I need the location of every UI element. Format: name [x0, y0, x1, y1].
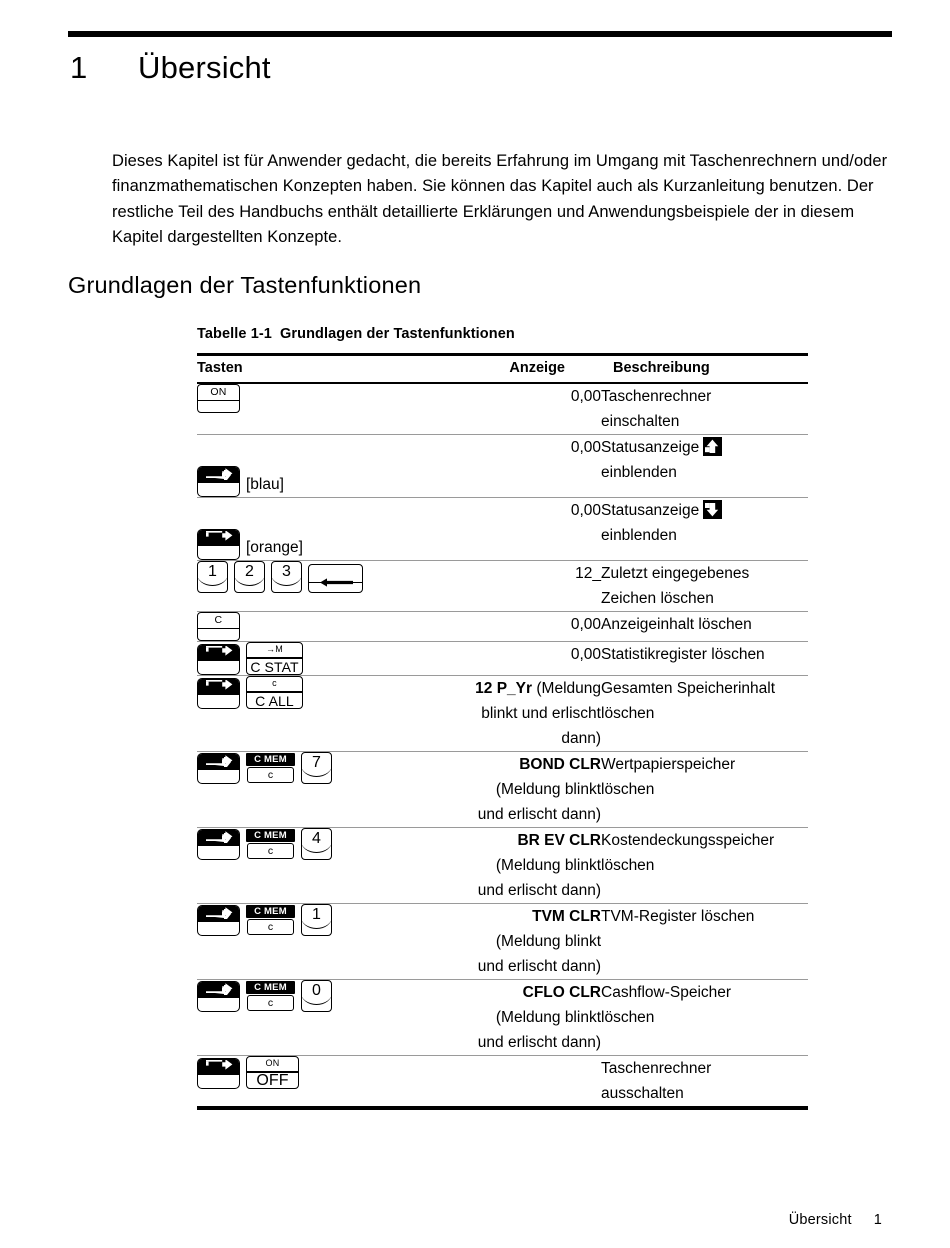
key-sequence — [197, 642, 467, 675]
chapter-number: 1 — [70, 50, 88, 85]
description-line: Statusanzeige — [601, 435, 808, 460]
calculator-key-digit-1 — [301, 904, 332, 936]
key-label: C — [214, 614, 223, 626]
cell-description — [601, 612, 808, 642]
table-caption-title: Grundlagen der Tastenfunktionen — [279, 326, 515, 342]
table-row — [197, 498, 808, 561]
calculator-key-digit-2 — [234, 561, 265, 593]
table-row — [197, 752, 808, 828]
key-label: C ALL — [255, 693, 294, 709]
calculator-key-digit-0 — [301, 980, 332, 1012]
description-line: einblenden — [601, 527, 677, 544]
cell-display — [467, 498, 601, 561]
intro-paragraph: Dieses Kapitel ist für Anwender gedacht, die bereits Erfahrung im Umgang mit Taschenrechnern und/oder finanzmathematischen Konzepten haben. Sie können das Kapitel auch als Kurzanleitung benutzen. Der restliche Teil des Handbuchs enthält detaillierte Erklärungen und Anwendungsbeispiele der in diesem Kapitel dargestellten Konzepte. — [112, 151, 888, 246]
key-sequence — [197, 1056, 467, 1089]
description-line: Gesamten Speicherinhalt — [601, 680, 776, 697]
shift-key-bar — [198, 1059, 239, 1075]
description-line: Taschenrechner — [601, 388, 712, 405]
shift-key-bar — [198, 467, 239, 483]
key-arc-divider — [301, 765, 332, 777]
calculator-key-shift-down — [197, 1058, 240, 1089]
description-line: Anzeigeinhalt löschen — [601, 616, 752, 633]
status-indicator-up-icon — [704, 438, 721, 455]
key-functions-table-wrapper — [197, 353, 808, 1110]
description-line: löschen — [601, 857, 655, 874]
shift-up-arrow-icon — [206, 468, 233, 482]
cell-description — [601, 676, 808, 752]
table-header-row — [197, 355, 808, 384]
table-caption-label: Tabelle 1-1 — [197, 326, 272, 342]
chapter-heading — [70, 50, 870, 86]
calculator-key-shift-down — [197, 644, 240, 675]
description-line: Taschenrechner — [601, 1060, 712, 1077]
key-sequence — [197, 384, 467, 413]
key-arc-divider — [301, 917, 332, 929]
description-line: einschalten — [601, 413, 680, 430]
description-line: löschen — [601, 781, 655, 798]
footer-page-number: 1 — [873, 1212, 882, 1228]
shift-up-arrow-icon — [206, 983, 233, 997]
key-label: C STAT — [250, 659, 299, 675]
shift-down-arrow-icon — [206, 680, 233, 694]
calculator-key-c-mem — [246, 905, 295, 936]
cell-description — [601, 561, 808, 612]
description-line: einblenden — [601, 464, 677, 481]
table-row — [197, 828, 808, 904]
cell-description — [601, 1056, 808, 1109]
key-label: 4 — [312, 830, 321, 847]
table-row — [197, 676, 808, 752]
cell-display — [467, 435, 601, 498]
key-shifted-label: C MEM — [246, 905, 295, 918]
cell-keys — [197, 435, 467, 498]
key-label: c — [247, 919, 294, 935]
key-arc-divider — [197, 574, 228, 586]
display-note: (Meldung blinkt und erlischt dann) — [477, 781, 601, 823]
key-label: 7 — [312, 754, 321, 771]
calculator-key-digit-7 — [301, 752, 332, 784]
description-line: Zuletzt eingegebenes — [601, 565, 750, 582]
display-note: (Meldung blinkt und erlischt dann) — [481, 680, 601, 747]
key-sequence — [197, 904, 467, 936]
calculator-key-shift-up — [197, 981, 240, 1012]
cell-description — [601, 904, 808, 980]
calculator-key-shift-up — [197, 466, 240, 497]
table-row — [197, 612, 808, 642]
table-row — [197, 383, 808, 435]
table-row — [197, 1056, 808, 1109]
display-value: 0,00 — [570, 646, 601, 663]
cell-description — [601, 980, 808, 1056]
description-line: Statusanzeige — [601, 498, 808, 523]
shift-down-arrow-icon — [206, 531, 233, 545]
display-value: 0,00 — [570, 502, 601, 519]
cell-description — [601, 642, 808, 676]
calculator-key-shift-up — [197, 905, 240, 936]
calculator-key-c — [197, 612, 240, 641]
footer-chapter-name: Übersicht — [788, 1212, 852, 1228]
status-indicator-up-icon — [703, 437, 722, 456]
column-header-description: Beschreibung — [601, 355, 808, 384]
description-line: Zeichen löschen — [601, 590, 714, 607]
cell-keys — [197, 828, 467, 904]
cell-description — [601, 435, 808, 498]
description-line: löschen — [601, 1009, 655, 1026]
shift-up-arrow-icon — [206, 907, 233, 921]
display-value: 12 P_Yr — [475, 680, 533, 697]
table-row — [197, 980, 808, 1056]
cell-description — [601, 498, 808, 561]
display-value: BR EV CLR — [517, 832, 601, 849]
calculator-key-shift-up — [197, 829, 240, 860]
cell-keys — [197, 904, 467, 980]
table-caption — [197, 326, 515, 342]
description-line: Wertpapierspeicher — [601, 756, 736, 773]
key-sequence — [197, 498, 467, 560]
calculator-key-on — [197, 384, 240, 413]
calculator-key-c-mem — [246, 753, 295, 784]
cell-display — [467, 642, 601, 676]
cell-keys — [197, 752, 467, 828]
calculator-key-digit-4 — [301, 828, 332, 860]
table-row — [197, 435, 808, 498]
cell-display — [467, 383, 601, 435]
calculator-key-backspace — [308, 564, 363, 593]
shift-up-arrow-icon — [206, 755, 233, 769]
cell-keys — [197, 561, 467, 612]
description-line: löschen — [601, 705, 655, 722]
column-header-display: Anzeige — [467, 355, 601, 384]
key-sequence — [197, 561, 467, 593]
description-line: Kostendeckungsspeicher — [601, 832, 775, 849]
cell-display — [467, 980, 601, 1056]
display-value: 0,00 — [570, 439, 601, 456]
display-note: (Meldung blinkt und erlischt dann) — [477, 933, 601, 975]
chapter-title: Übersicht — [138, 50, 271, 85]
key-shifted-label: C MEM — [246, 981, 295, 994]
key-arc-divider — [301, 841, 332, 853]
key-label: c — [247, 767, 294, 783]
cell-keys — [197, 980, 467, 1056]
key-label: 1 — [208, 563, 217, 580]
key-shifted-label: C MEM — [246, 753, 295, 766]
key-shifted-label: ON — [265, 1058, 280, 1068]
key-label: 3 — [282, 563, 291, 580]
backspace-arrow-icon — [320, 570, 353, 579]
key-color-annotation: [orange] — [246, 539, 303, 556]
shift-key-bar — [198, 754, 239, 770]
table-row — [197, 904, 808, 980]
calculator-key-c-mem — [246, 981, 295, 1012]
key-label: c — [247, 995, 294, 1011]
cell-display — [467, 676, 601, 752]
cell-display — [467, 828, 601, 904]
cell-keys — [197, 676, 467, 752]
key-sequence — [197, 752, 467, 784]
shift-down-arrow-icon — [206, 646, 233, 660]
key-sequence — [197, 435, 467, 497]
cell-keys — [197, 642, 467, 676]
cell-display — [467, 612, 601, 642]
cell-keys — [197, 1056, 467, 1109]
calculator-key-digit-3 — [271, 561, 302, 593]
key-sequence — [197, 980, 467, 1012]
display-value: BOND CLR — [519, 756, 601, 773]
status-indicator-down-icon — [703, 500, 722, 519]
page-top-rule — [68, 31, 892, 37]
key-color-annotation: [blau] — [246, 476, 284, 493]
key-sequence — [197, 612, 467, 641]
key-label: c — [247, 843, 294, 859]
key-label: 1 — [312, 906, 321, 923]
key-label: OFF — [256, 1072, 289, 1089]
cell-display — [467, 904, 601, 980]
key-arc-divider — [301, 993, 332, 1005]
key-shifted-label: C MEM — [246, 829, 295, 842]
shift-key-bar — [198, 830, 239, 846]
cell-display — [467, 752, 601, 828]
cell-display — [467, 1056, 601, 1109]
key-functions-table — [197, 353, 808, 1110]
calculator-key-c-stat — [246, 642, 303, 675]
calculator-key-off — [246, 1056, 299, 1089]
key-arc-divider — [234, 574, 265, 586]
display-value: CFLO CLR — [522, 984, 601, 1001]
display-value: 0,00 — [570, 616, 601, 633]
cell-keys — [197, 383, 467, 435]
description-line: Cashflow-Speicher — [601, 984, 732, 1001]
shift-key-bar — [198, 906, 239, 922]
table-body — [197, 383, 808, 1108]
display-value: 0,00 — [570, 388, 601, 405]
shift-up-arrow-icon — [206, 831, 233, 845]
table-row — [197, 561, 808, 612]
section-heading: Grundlagen der Tastenfunktionen — [68, 272, 422, 298]
cell-description — [601, 752, 808, 828]
shift-key-bar — [198, 530, 239, 546]
description-line: TVM-Register löschen — [601, 908, 755, 925]
calculator-key-shift-down — [197, 529, 240, 560]
status-indicator-down-icon — [704, 501, 721, 518]
shift-down-arrow-icon — [206, 1060, 233, 1074]
calculator-key-c-mem — [246, 829, 295, 860]
display-note: (Meldung blinkt und erlischt dann) — [477, 1009, 601, 1051]
display-note: (Meldung blinkt und erlischt dann) — [477, 857, 601, 899]
calculator-key-shift-down — [197, 678, 240, 709]
key-label: ON — [210, 386, 227, 398]
key-shifted-label: c — [272, 678, 277, 688]
description-line: Statistikregister löschen — [601, 646, 765, 663]
column-header-keys: Tasten — [197, 355, 467, 384]
key-shifted-label: →M — [266, 644, 283, 654]
key-sequence — [197, 676, 467, 709]
description-line: ausschalten — [601, 1085, 684, 1102]
page-footer — [789, 1212, 882, 1228]
cell-keys — [197, 498, 467, 561]
key-divider — [309, 582, 362, 583]
key-arc-divider — [271, 574, 302, 586]
key-divider — [198, 628, 239, 629]
display-value: 12_ — [575, 565, 601, 582]
cell-description — [601, 828, 808, 904]
shift-key-bar — [198, 982, 239, 998]
cell-keys — [197, 612, 467, 642]
cell-description — [601, 383, 808, 435]
cell-display — [467, 561, 601, 612]
key-sequence — [197, 828, 467, 860]
calculator-key-digit-1 — [197, 561, 228, 593]
key-label: 0 — [312, 982, 321, 999]
key-divider — [198, 400, 239, 401]
display-value: TVM CLR — [532, 908, 601, 925]
calculator-key-c-all — [246, 676, 303, 709]
table-row — [197, 642, 808, 676]
calculator-key-shift-up — [197, 753, 240, 784]
key-label: 2 — [245, 563, 254, 580]
shift-key-bar — [198, 645, 239, 661]
shift-key-bar — [198, 679, 239, 695]
